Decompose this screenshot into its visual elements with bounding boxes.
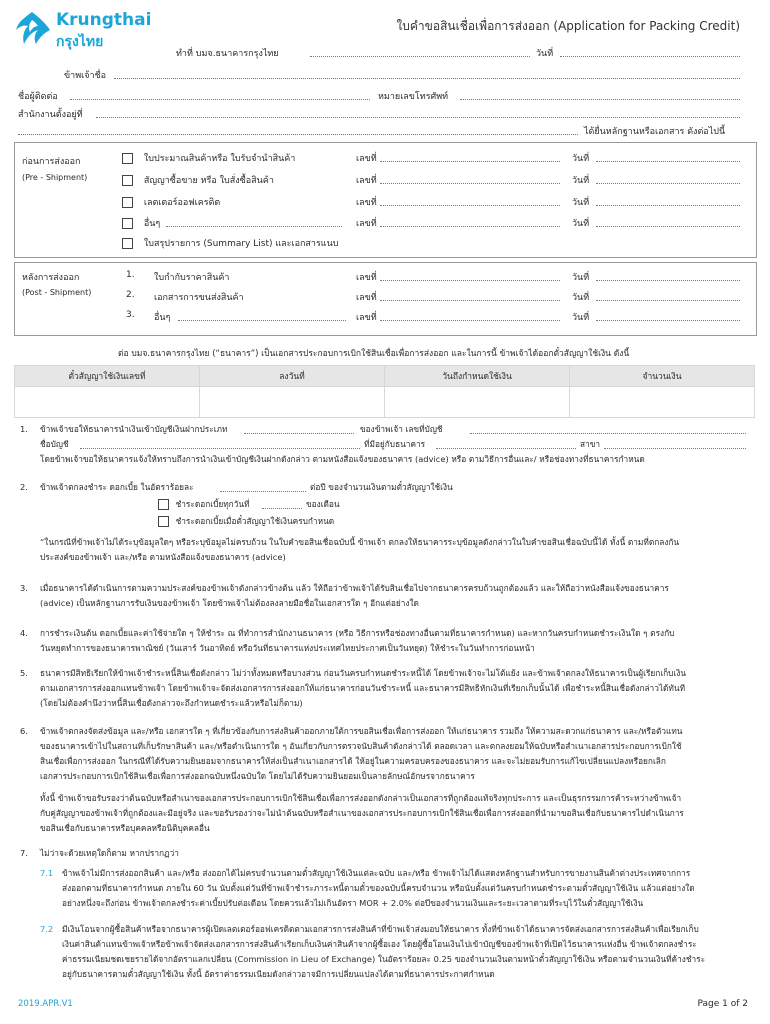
clause-3-line-2: (advice) เป็นหลักฐานการรับเงินของข้าพเจ้า โดยข้าพเจ้าไม่ต้องลงลายมือชื่อในเอกสารใด ๆ อีกแต่อย่างใด [40,598,419,608]
pre-item-no-label: เลขที่ [356,176,377,186]
clause-number: 7.1 [40,868,54,878]
pre-item-date-label: วันที่ [572,219,590,229]
pre-item-date-field[interactable] [596,226,740,227]
pre-item-checkbox[interactable] [122,175,133,186]
clause-2-line-1: ข้าพเจ้าตกลงชำระ ดอกเบี้ย ในอัตราร้อยละ [40,482,194,492]
brand-name-th: กรุงไทย [56,34,104,50]
evidence-label: ได้ยื่นหลักฐานหรือเอกสาร ดังต่อไปนี้ [584,127,726,137]
post-item-num: 3. [126,310,135,320]
pre-item-no-field[interactable] [380,226,560,227]
clause-5-line-3: (โดยไม่ต้องคำนึงว่าหนี้สินเชื่อดังกล่าวจะถึงกำหนดชำระแล้วหรือไม่ก็ตาม) [40,698,303,708]
page-number: Page 1 of 2 [697,999,748,1009]
post-item-label: อื่นๆ [154,313,171,323]
interest-option-2-label: ชำระดอกเบี้ยเมื่อตั๋วสัญญาใช้เงินครบกำหนด [175,516,335,526]
bank-intro-text: ต่อ บมจ.ธนาคารกรุงไทย (“ธนาคาร”) เป็นเอกสารประกอบการเบิกใช้สินเชื่อเพื่อการส่งออก และในการนี้ ข้าพเจ้าได้ออกตั๋วสัญญาใช้เงิน ดังนี้ [118,349,630,359]
clause-1-line-3: โดยข้าพเจ้าขอให้ธนาคารแจ้งให้ทราบถึงการนำเงินเข้าบัญชีเงินฝากดังกล่าว ตามหนังสือแจ้งของธนาคาร (advice) หรือ ตามวิธีการอื่นและ/ หรือช่องทางที่ธนาคารกำหนด [40,454,645,464]
clause-number: 5. [20,668,28,678]
clause-7-2-line-3: ค่าธรรมเนียมชดเชยรายได้จากอัตราแลกเปลี่ยน (Commission in Lieu of Exchange) ในอัตราร้อยละ 0.25 ของจำนวนเงินตามหน้าตั๋วสัญญาใช้เงิน หรือตามจำนวนเงินที่ค้างชำระ [62,954,706,964]
clause-2-line-1b: ต่อปี ของจำนวนเงินตามตั๋วสัญญาใช้เงิน [310,482,453,492]
summary-list-row [122,236,338,250]
pre-shipment-subtitle: (Pre - Shipment) [22,173,88,182]
post-item-label: ใบกำกับราคาสินค้า [154,273,230,283]
contact-field[interactable] [70,99,370,100]
clause-5-line-1: ธนาคารมีสิทธิเรียกให้ข้าพเจ้าชำระหนี้สินเชื่อดังกล่าว ไม่ว่าทั้งหมดหรือบางส่วน ก่อนวันครบกำหนดชำระหนี้ได้ โดยข้าพเจ้าจะไม่โต้แย้ง และข้าพเจ้าตกลงให้ธนาคารเป็นผู้เรียกเก็บเงิน [40,668,687,678]
post-item-label: เอกสารการขนส่งสินค้า [154,293,244,303]
office-field[interactable] [96,117,740,118]
pre-item-label: เลตเตอร์ออฟเครดิต [143,198,221,208]
clause-number: 4. [20,628,28,638]
clause-4-line-1: การชำระเงินต้น ดอกเบี้ยและค่าใช้จ่ายใด ๆ ให้ชำระ ณ ที่ทำการสำนักงานธนาคาร (หรือ วิธีการหรือช่องทางอื่นตามที่ธนาคารกำหนด) และหากวันครบกำหนดชำระเงินใด ๆ ตรงกับ [40,628,675,638]
date-label: วันที่ [536,49,554,59]
post-item-no-label: เลขที่ [356,293,377,303]
clause-7-2-line-4: อยู่กับธนาคารตามตั๋วสัญญาใช้เงิน ทั้งนี้ อัตราค่าธรรมเนียมดังกล่าวอาจมีการเปลี่ยนแปลงได้ตามที่ธนาคารประกาศกำหนด [62,969,495,979]
pre-item-date-field[interactable] [596,183,740,184]
pre-item-label: ใบประมาณสินค้าหรือ ใบรับจำนำสินค้า [143,154,296,164]
krungthai-bird-icon [12,10,52,46]
clause-5-line-2: ตามเอกสารการส่งออกแทนข้าพเจ้า โดยข้าพเจ้าจะจัดส่งเอกสารการส่งออกให้แก่ธนาคารก่อนวันชำระหนี้ และธนาคารมีสิทธิหักเงินที่เรียกเก็บนั้นได้ เพื่อชำระหนี้สินเชื่อดังกล่าวได้ทันที [40,683,686,693]
clause-7-1-line-2: ส่งออกตามที่ธนาคารกำหนด ภายใน 60 วัน นับตั้งแต่วันที่ข้าพเจ้าชำระภาระหนี้ตามตั๋วของฉบับนี้ครบจำนวน หรือนับตั้งแต่วันครบกำหนดชำระตามตั๋วสัญญาใช้เงิน แล้วแต่อย่างใด [62,883,695,893]
pre-item-label: สัญญาซื้อขาย หรือ ใบสั่งซื้อสินค้า [143,176,274,186]
post-item-num: 2. [126,290,135,300]
pre-shipment-title: ก่อนการส่งออก [22,157,81,167]
pre-item-checkbox[interactable] [122,153,133,164]
table-header: ตั๋วสัญญาใช้เงินเลขที่ [15,366,200,387]
clause-6-line-6: กับคู่สัญญาของข้าพเจ้าที่ถูกต้องและมีอยู่จริง และขอรับรองว่าจะไม่นำต้นฉบับหรือสำเนาของเอกสารประกอบการเบิกใช้สินเชื่อเพื่อการส่งออกที่นำมาขอสินเชื่อกับธนาคารไปดำเนินการ [40,808,684,818]
interest-day-field[interactable] [262,508,302,509]
place-field[interactable] [310,56,530,57]
summary-list-checkbox[interactable] [122,238,133,249]
table-header: วันถึงกำหนดใช้เงิน [385,366,570,387]
phone-label: หมายเลขโทรศัพท์ [378,92,449,102]
phone-field[interactable] [460,99,740,100]
table-header: ลงวันที่ [200,366,385,387]
pre-item-checkbox[interactable] [122,218,133,229]
post-item-no-field[interactable] [380,280,560,281]
pre-item-no-label: เลขที่ [356,219,377,229]
place-label: ทำที่ บมจ.ธนาคารกรุงไทย [176,49,279,59]
clause-number: 7.2 [40,924,54,934]
clause-number: 1. [20,424,28,434]
office-field-2[interactable] [18,134,578,135]
pre-item-no-field[interactable] [380,183,560,184]
clause-6-line-3: สินเชื่อเพื่อการส่งออก ในกรณีที่ได้รับความยินยอมจากธนาคารให้ส่งเป็นสำเนาเอกสารได้ ให้อยู่ในความครอบครองของธนาคาร และจะไม่ยอมรับการแก้ไขเปลี่ยนแปลงหรือยกเลิก [40,756,666,766]
table-cell[interactable] [15,387,200,418]
table-cell[interactable] [385,387,570,418]
account-name-field[interactable] [80,448,360,449]
clause-6-line-4: เอกสารประกอบการเบิกใช้สินเชื่อเพื่อการส่งออกฉบับหนึ่งฉบับใด โดยไม่ได้รับความยินยอมเป็นลายลักษณ์อักษรจากธนาคาร [40,771,475,781]
pre-item-no-label: เลขที่ [356,198,377,208]
pre-item-date-label: วันที่ [572,176,590,186]
post-shipment-title: หลังการส่งออก [22,273,80,283]
interest-option-1-checkbox[interactable] [158,499,169,510]
clause-7-1-line-1: ข้าพเจ้าไม่มีการส่งออกสินค้า และ/หรือ ส่งออกได้ไม่ครบจำนวนตามตั๋วสัญญาใช้เงินแต่ละฉบับ และ/หรือ ข้าพเจ้าไม่ได้แสดงหลักฐานสำหรับการขายงานสินค้าต่างประเทศจากการ [62,868,691,878]
pre-item-no-label: เลขที่ [356,154,377,164]
post-item-no-label: เลขที่ [356,313,377,323]
pre-item-date-label: วันที่ [572,198,590,208]
form-title: ใบคำขอสินเชื่อเพื่อการส่งออก (Application for Packing Credit) [396,19,740,33]
clause-6-line-5: ทั้งนี้ ข้าพเจ้าขอรับรองว่าต้นฉบับหรือสำเนาของเอกสารประกอบการเบิกใช้สินเชื่อเพื่อการส่งออกดังกล่าวเป็นเอกสารที่ถูกต้องแท้จริงทุกประการ และเป็นธุรกรรมการค้าระหว่างข้าพเจ้า [40,793,682,803]
version-label: 2019.APR.V1 [18,999,73,1009]
post-shipment-subtitle: (Post - Shipment) [22,288,92,297]
clause-number: 7. [20,848,28,858]
clause-1-line-2b: ที่มีอยู่กับธนาคาร [364,439,426,449]
logo [12,10,162,50]
post-item-other-field[interactable] [178,320,346,321]
post-item-row [126,290,742,304]
pre-item-no-field[interactable] [380,161,560,162]
pre-item-date-field[interactable] [596,161,740,162]
clause-1-line-1b: ของข้าพเจ้า เลขที่บัญชี [360,424,443,434]
pre-item-other-field[interactable] [166,226,342,227]
clause-1-line-1: ข้าพเจ้าขอให้ธนาคารนำเงินเข้าบัญชีเงินฝากประเภท [40,424,228,434]
pre-item-row [122,173,742,187]
office-label: สำนักงานตั้งอยู่ที่ [18,110,83,120]
clause-4-line-2: วันหยุดทำการของธนาคารพาณิชย์ (วันเสาร์ วันอาทิตย์ หรือวันที่ธนาคารแห่งประเทศไทยประกาศเป็นวันหยุด) ให้ชำระในวันทำการก่อนหน้า [40,643,535,653]
post-item-date-field[interactable] [596,320,740,321]
clause-1-line-2c: สาขา [580,439,601,449]
date-field[interactable] [560,56,740,57]
clause-2-note-2: ประสงค์ของข้าพเจ้า และ/หรือ ตามหนังสือแจ้งของธนาคาร (advice) [40,552,286,562]
clause-3-line-1: เมื่อธนาคารได้ดำเนินการตามความประสงค์ของข้าพเจ้าดังกล่าวข้างต้น แล้ว ให้ถือว่าข้าพเจ้าได้รับสินเชื่อไปจากธนาคารครบถ้วนถูกต้องแล้ว และให้ถือว่าหนังสือแจ้งของธนาคาร [40,583,669,593]
clause-1-line-2: ชื่อบัญชี [40,439,69,449]
table-cell[interactable] [570,387,755,418]
clause-number: 3. [20,583,28,593]
account-type-field[interactable] [244,433,354,434]
post-item-row [126,310,742,324]
clause-7-line-1: ไม่ว่าจะด้วยเหตุใดก็ตาม หากปรากฏว่า [40,848,179,858]
contact-label: ชื่อผู้ติดต่อ [18,92,58,102]
interest-option-1b: ของเดือน [306,499,340,509]
interest-option-1-label: ชำระดอกเบี้ยทุกวันที่ [175,499,250,509]
clause-number: 2. [20,482,28,492]
pre-item-row [122,216,742,230]
pre-item-label: อื่นๆ [143,219,161,229]
post-item-no-label: เลขที่ [356,273,377,283]
post-item-date-label: วันที่ [572,273,590,283]
pre-item-date-field[interactable] [596,205,740,206]
clause-6-line-1: ข้าพเจ้าตกลงจัดส่งข้อมูล และ/หรือ เอกสารใด ๆ ที่เกี่ยวข้องกับการส่งสินค้าออกภายใต้การขอสินเชื่อเพื่อการส่งออก ให้แก่ธนาคาร รวมถึง ให้ความสะดวกแก่ธนาคาร และ/หรือตัวแทน [40,726,683,736]
clause-number: 6. [20,726,28,736]
bank-field[interactable] [436,448,576,449]
promissory-note-table [14,365,755,418]
brand-name-en: Krungthai [56,10,152,30]
interest-option-2-checkbox[interactable] [158,516,169,527]
pre-item-row [122,195,742,209]
applicant-field[interactable] [114,78,740,79]
clause-7-1-line-3: อย่างหนึ่งจะถึงก่อน ข้าพเจ้าตกลงชำระค่าเบี้ยปรับต่อเดือน โดยควรแล้วไม่เกินอัตรา MOR + 2.0% ต่อปีของจำนวนเงินและระยะเวลาตามที่ระบุไว้ในตั๋วสัญญาใช้เงิน [62,898,644,908]
summary-list-label: ใบสรุปรายการ (Summary List) และเอกสารแนบ [143,239,339,249]
post-item-date-field[interactable] [596,300,740,301]
interest-option-2 [158,514,334,529]
table-cell[interactable] [200,387,385,418]
clause-7-2-line-1: มีเงินโอนจากผู้ซื้อสินค้าหรือจากธนาคารผู้เปิดเลตเตอร์ออฟเครดิตตามเอกสารการส่งสินค้าที่ข้าพเจ้าส่งมอบให้ธนาคาร ทั้งที่ข้าพเจ้าได้ธนาคารจัดส่งเอกสารการส่งสินค้าเพื่อเรียกเก็บ [62,924,699,934]
clause-6-line-7: ขอสินเชื่อกับธนาคารหรือบุคคลหรือนิติบุคคลอื่น [40,823,210,833]
applicant-label: ข้าพเจ้าชื่อ [64,71,107,81]
interest-option-1 [158,497,250,512]
post-item-no-field[interactable] [380,320,560,321]
post-item-date-label: วันที่ [572,293,590,303]
post-item-num: 1. [126,270,135,280]
table-header: จำนวนเงิน [570,366,755,387]
account-number-field[interactable] [470,433,746,434]
post-item-no-field[interactable] [380,300,560,301]
pre-item-date-label: วันที่ [572,154,590,164]
clause-7-2-line-2: เงินค่าสินค้าแทนข้าพเจ้าหรือข้าพเจ้าจัดส่งเอกสารการส่งสินค้าเรียกเก็บเงินค่าสินค้าจากผู้ซื้อเอง โดยผู้ซื้อโอนเงินไปเข้าบัญชีของข้าพเจ้าที่เปิดไว้ธนาคารแห่งอื่น ข้าพเจ้าตกลงชำระ [62,939,697,949]
post-item-date-label: วันที่ [572,313,590,323]
clause-2-note-1: “ในกรณีที่ข้าพเจ้าไม่ได้ระบุข้อมูลใดๆ หรือระบุข้อมูลไม่ครบถ้วน ในใบคำขอสินเชื่อฉบับนี้ ข้าพเจ้า ตกลงให้ธนาคารระบุข้อมูลดังกล่าวในใบคำขอสินเชื่อฉบับนี้ได้ ทั้งนี้ ตามที่ตกลงกัน [40,537,680,547]
post-item-row [126,270,742,284]
interest-rate-field[interactable] [220,491,306,492]
pre-item-checkbox[interactable] [122,197,133,208]
clause-6-line-2: ของธนาคารเข้าไปในสถานที่เก็บรักษาสินค้า และ/หรือดำเนินการใด ๆ อันเกี่ยวกับการตรวจนับสินค้าดังกล่าวได้ ตลอดเวลา และตกลงยอมให้ฉบับหรือสำเนาเอกสารประกอบการเบิกใช้ [40,741,682,751]
post-item-date-field[interactable] [596,280,740,281]
pre-item-row [122,151,742,165]
branch-field[interactable] [604,448,746,449]
pre-item-no-field[interactable] [380,205,560,206]
